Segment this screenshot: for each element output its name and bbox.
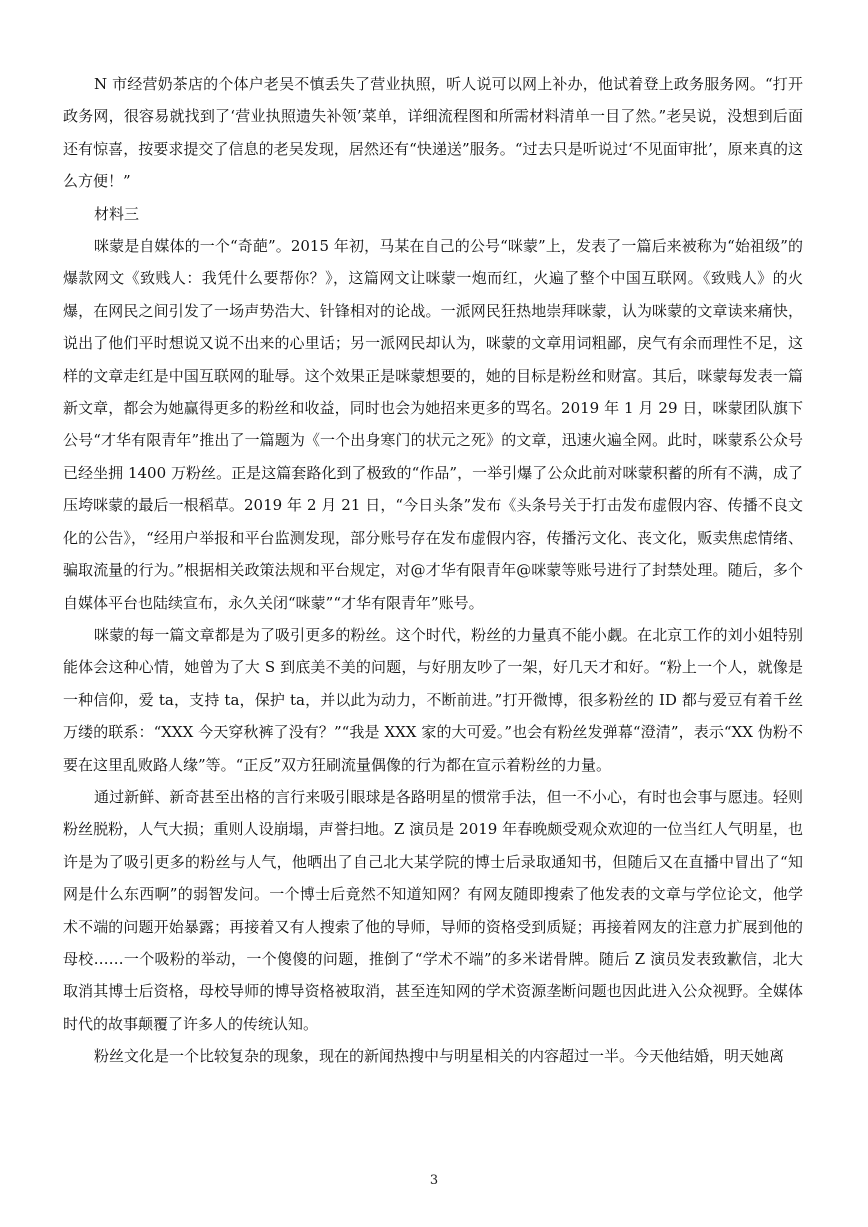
document-body xyxy=(63,68,803,1073)
paragraph-fan-culture: 粉丝文化是一个比较复杂的现象，现在的新闻热搜中与明星相关的内容超过一半。今天他结婚，明天她离 xyxy=(94,1047,785,1066)
paragraph-business-license: N 市经营奶茶店的个体户老吴不慎丢失了营业执照，听人说可以网上补办，他试着登上政务服务网。“打开政务网，很容易就找到了‘营业执照遗失补领’菜单，详细流程图和所需材料清单一目了然。”老吴说，没想到后面还有惊喜，按要求提交了信息的老吴发现，居然还有“快递送”服务。“过去只是听说过‘不见面审批’，原来真的这么方便！” xyxy=(63,75,803,191)
page-number: 3 xyxy=(429,1173,439,1188)
paragraph-fans-power: 咪蒙的每一篇文章都是为了吸引更多的粉丝。这个时代，粉丝的力量真不能小觑。在北京工作的刘小姐特别能体会这种心情，她曾为了大 S 到底美不美的问题，与好朋友吵了一架，好几天才和好。“粉上一个人，就像是一种信仰，爱 ta，支持 ta，保护 ta，并以此为动力，不断前进。”打开微博，很多粉丝的 ID 都与爱豆有着千丝万缕的联系：“XXX 今天穿秋裤了没有？”“我是 XXX 家的大可爱。”也会有粉丝发弹幕“澄清”，表示“XX 伪粉不要在这里乱败路人缘”等。“正反”双方狂刷流量偶像的行为都在宣示着粉丝的力量。 xyxy=(63,625,803,774)
section-heading-material-three: 材料三 xyxy=(94,204,140,223)
paragraph-celebrity-scandal: 通过新鲜、新奇甚至出格的言行来吸引眼球是各路明星的惯常手法，但一不小心，有时也会事与愿违。轻则粉丝脱粉，人气大损；重则人设崩塌，声誉扫地。Z 演员是 2019 年春晚颇受观众欢迎的一位当红人气明星，也许是为了吸引更多的粉丝与人气，他晒出了自己北大某学院的博士后录取通知书，但随后又在直播中冒出了“知网是什么东西啊”的弱智发问。一个博士后竟然不知道知网？有网友随即搜索了他发表的文章与学位论文，他学术不端的问题开始暴露；再接着又有人搜索了他的导师，导师的资格受到质疑；再接着网友的注意力扩展到他的母校……一个吸粉的举动，一个傻傻的问题，推倒了“学术不端”的多米诺骨牌。随后 Z 演员发表致歉信，北大取消其博士后资格，母校导师的博导资格被取消，甚至连知网的学术资源垄断问题也因此进入公众视野。全媒体时代的故事颠覆了许多人的传统认知。 xyxy=(63,787,803,1033)
paragraph-mimeng: 咪蒙是自媒体的一个“奇葩”。2015 年初，马某在自己的公号“咪蒙”上，发表了一篇后来被称为“始祖级”的爆款网文《致贱人：我凭什么要帮你？》，这篇网文让咪蒙一炮而红，火遍了整个中国互联网。《致贱人》的火爆，在网民之间引发了一场声势浩大、针锋相对的论战。一派网民狂热地崇拜咪蒙，认为咪蒙的文章读来痛快，说出了他们平时想说又说不出来的心里话；另一派网民却认为，咪蒙的文章用词粗鄙，戾气有余而理性不足，这样的文章走红是中国互联网的耻辱。这个效果正是咪蒙想要的，她的目标是粉丝和财富。其后，咪蒙每发表一篇新文章，都会为她赢得更多的粉丝和收益，同时也会为她招来更多的骂名。2019 年 1 月 29 日，咪蒙团队旗下公号“才华有限青年”推出了一篇题为《一个出身寒门的状元之死》的文章，迅速火遍全网。此时，咪蒙系公众号已经坐拥 1400 万粉丝。正是这篇套路化到了极致的“作品”，一举引爆了公众此前对咪蒙积蓄的所有不满，成了压垮咪蒙的最后一根稻草。2019 年 2 月 21 日，“今日头条”发布《头条号关于打击发布虚假内容、传播不良文化的公告》，“经用户举报和平台监测发现，部分账号存在发布虚假内容，传播污文化、丧文化，贩卖焦虑情绪、骗取流量的行为。”根据相关政策法规和平台规定，对@才华有限青年@咪蒙等账号进行了封禁处理。随后，多个自媒体平台也陆续宣布，永久关闭“咪蒙”“才华有限青年”账号。 xyxy=(63,237,803,612)
